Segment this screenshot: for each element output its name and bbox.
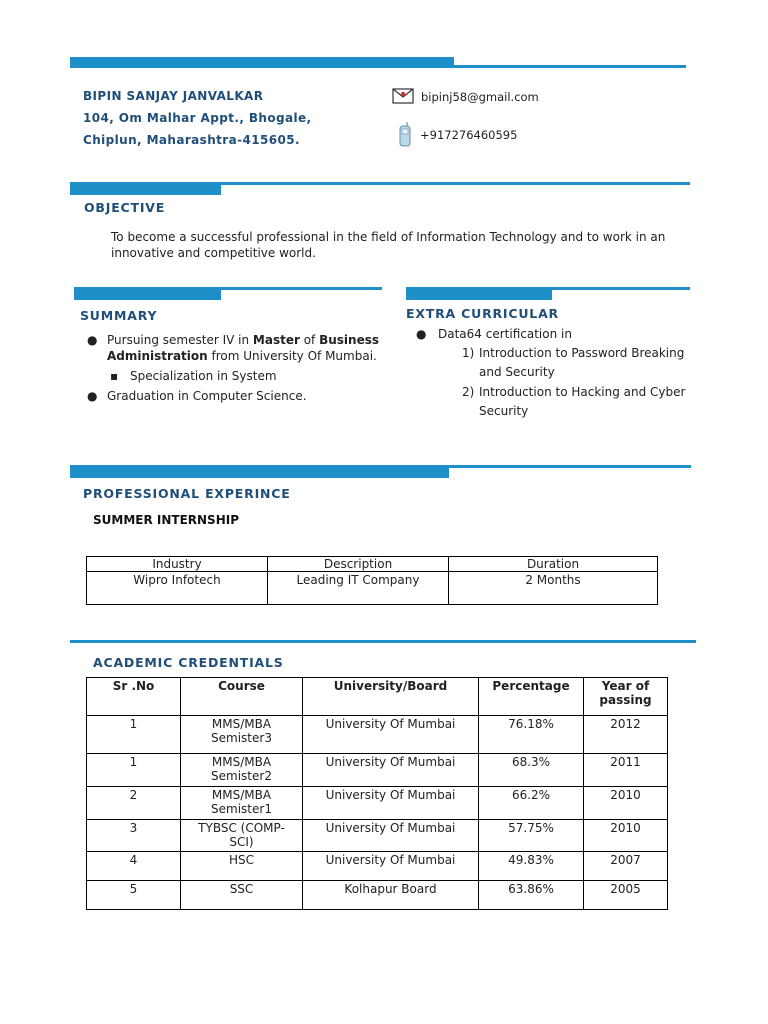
objective-bar [70,184,221,195]
extra-sub2-line1: Introduction to Hacking and Cyber [479,385,686,399]
course-line-1: MMS/MBA [211,755,272,769]
summary-item-1: ● Pursuing semester IV in Master of Business Administration from University Of Mumbai. [87,333,380,363]
course-line-2: Semister2 [211,769,272,783]
summary-bullet-2: ● [87,389,98,403]
table-row [87,852,668,881]
table-cell: 1 [87,716,181,754]
table-cell: 63.86% [479,881,584,910]
table-row [87,787,668,820]
objective-heading: OBJECTIVE [84,200,166,215]
internship-table [86,556,658,605]
table-row [87,881,668,910]
table-cell: 57.75% [479,820,584,852]
table-cell [181,820,303,852]
summary-sub-item: Specialization in System [130,369,277,383]
objective-line-2: innovative and competitive world. [111,246,316,260]
email-text: bipinj58@gmail.com [421,90,539,104]
table-row [87,754,668,787]
course-line-1: SSC [229,882,254,896]
academic-rule [70,640,696,643]
extra-sub2-num: 2) [462,385,475,399]
header-bar [70,57,454,68]
extra-heading: EXTRA CURRICULAR [406,306,559,321]
table-cell: 66.2% [479,787,584,820]
course-line-2: Semister3 [211,731,272,745]
summary-sub-bullet: ▪ [110,369,119,383]
table-row [87,716,668,754]
table-cell: 2012 [584,716,668,754]
table-cell: 2010 [584,787,668,820]
objective-line-1: To become a successful professional in the field of Information Technology and to work in an [111,230,666,244]
table-cell: 3 [87,820,181,852]
table-cell: Description [268,557,449,572]
extra-bar [406,289,552,300]
experience-bar [70,467,449,478]
table-cell: University Of Mumbai [303,716,479,754]
table-cell [181,754,303,787]
table-cell: Duration [449,557,658,572]
table-cell: 2011 [584,754,668,787]
table-cell: 2 [87,787,181,820]
course-line-2: Semister1 [211,802,272,816]
phone-text: +917276460595 [420,128,518,142]
table-header-row [87,678,668,716]
address-line-2: Chiplun, Maharashtra-415605. [83,133,300,147]
table-cell: Kolhapur Board [303,881,479,910]
extra-sub1-line2: and Security [479,365,555,379]
table-cell [181,787,303,820]
course-line-1: MMS/MBA [211,717,272,731]
table-cell: 2 Months [449,572,658,605]
course-line-1: MMS/MBA [211,788,272,802]
table-row [87,820,668,852]
course-line-1: HSC [228,853,255,867]
table-cell: 68.3% [479,754,584,787]
extra-sub1-line1: Introduction to Password Breaking [479,346,685,360]
table-cell: 49.83% [479,852,584,881]
extra-item: Data64 certification in [438,327,572,341]
table-cell: 4 [87,852,181,881]
summary-item-2: Graduation in Computer Science. [107,389,307,403]
table-header-cell: Percentage [479,678,584,716]
bullet: ● [87,333,98,347]
internship-heading: SUMMER INTERNSHIP [93,513,240,527]
table-cell: Industry [87,557,268,572]
table-header-cell: University/Board [303,678,479,716]
academic-heading: ACADEMIC CREDENTIALS [93,655,284,670]
table-cell: University Of Mumbai [303,787,479,820]
address-line-1: 104, Om Malhar Appt., Bhogale, [83,111,312,125]
table-cell [181,852,303,881]
experience-heading: PROFESSIONAL EXPERINCE [83,486,291,501]
mobile-phone-icon [398,122,412,148]
table-header-cell: Sr .No [87,678,181,716]
table-cell: 2005 [584,881,668,910]
summary-list [85,332,385,364]
table-cell: 2007 [584,852,668,881]
candidate-name: BIPIN SANJAY JANVALKAR [83,89,264,103]
course-line-1: TYBSC (COMP- [198,821,285,835]
table-header-cell: Year of passing [584,678,668,716]
extra-sub2-line2: Security [479,404,529,418]
table-cell: 5 [87,881,181,910]
table-cell: Leading IT Company [268,572,449,605]
course-line-2: SCI) [229,835,254,849]
table-cell: 2010 [584,820,668,852]
table-header-row [87,557,658,572]
summary-heading: SUMMARY [80,308,158,323]
table-cell [181,716,303,754]
table-cell: 1 [87,754,181,787]
table-cell: Wipro Infotech [87,572,268,605]
table-cell [181,881,303,910]
table-cell: University Of Mumbai [303,754,479,787]
summary-bar [74,289,221,300]
table-cell: University Of Mumbai [303,820,479,852]
academic-table [86,677,668,910]
table-row [87,572,658,605]
extra-bullet: ● [416,327,427,341]
table-header-cell: Course [181,678,303,716]
extra-sub1-num: 1) [462,346,475,360]
table-cell: 76.18% [479,716,584,754]
table-cell: University Of Mumbai [303,852,479,881]
envelope-icon [392,88,414,104]
